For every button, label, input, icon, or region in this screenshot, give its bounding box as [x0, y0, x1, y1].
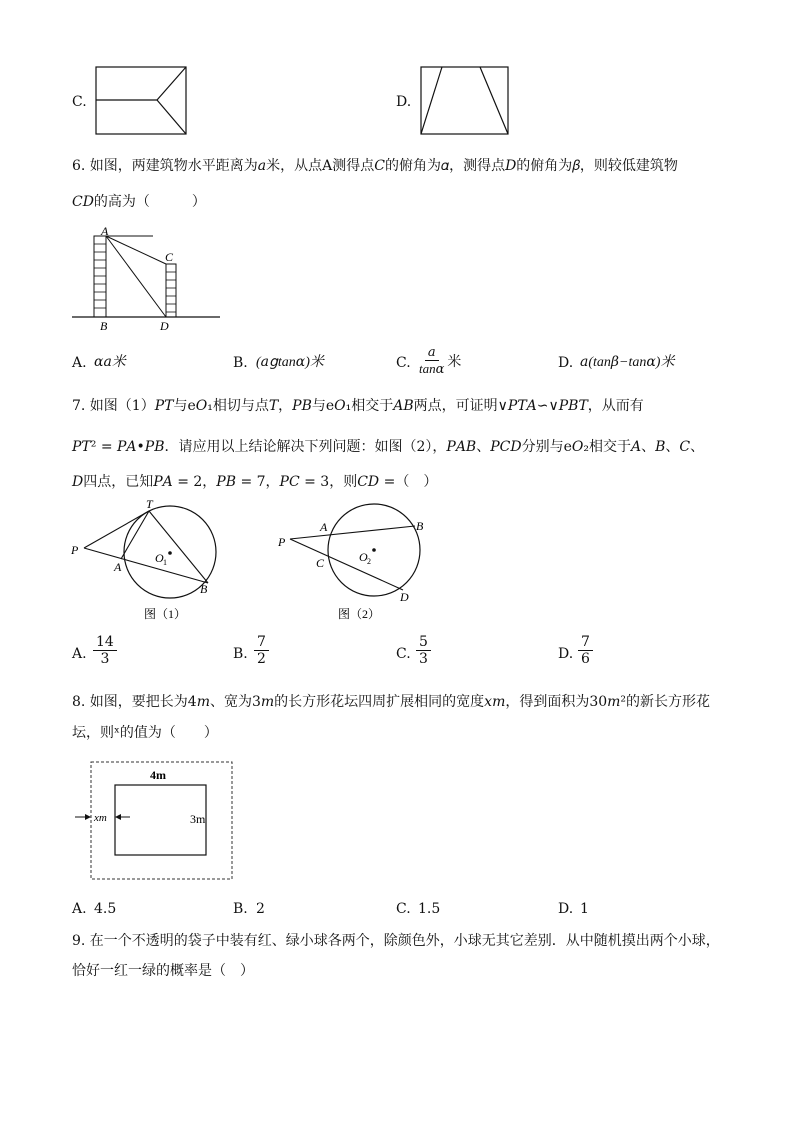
- q9-stem-line2: 恰好一红一绿的概率是（ ）: [72, 963, 254, 979]
- q7-option-c-fraction: [416, 634, 431, 667]
- q8-option-b-label: B.: [233, 901, 248, 917]
- q6-stem-line2: 𝐶𝐷的高为（ ）: [72, 194, 206, 210]
- q7-option-b-numerator: 7: [254, 634, 269, 651]
- q7-fig1-label-t: T: [146, 497, 153, 511]
- q6-option-c-expr: [416, 344, 461, 377]
- q7-fig2-label-d: D: [400, 590, 409, 604]
- q7-option-a-numerator: 14: [93, 634, 117, 651]
- q7-fig2-label-c: C: [316, 556, 325, 570]
- q6-option-a-text: 𝛼𝑎米: [94, 355, 126, 370]
- q6-option-d-text: 𝑎(tan𝛽−tan𝛼)米: [580, 355, 675, 370]
- q7-option-d-label: D.: [558, 646, 574, 662]
- q6-option-a-label: A.: [72, 355, 87, 371]
- q7-option-b-fraction: [254, 634, 269, 667]
- q8-stem-line2: 坛，则ˣ的值为（ ）: [72, 725, 218, 741]
- q6-option-c-denominator: tan𝛼: [419, 361, 445, 376]
- q7-fig2-label-a: A: [320, 520, 328, 534]
- q6-option-c-unit: 米: [447, 353, 462, 370]
- q6-option-b-label: B.: [233, 355, 248, 371]
- q7-stem-line2: 𝑃𝑇² = 𝑃𝐴•𝑃𝐵．请应用以上结论解决下列问题：如图（2），𝑃𝐴𝐵、𝑃𝐶𝐷分别与e𝑂₂相交于𝐴、𝐵、𝐶、: [72, 439, 705, 455]
- q8-option-b-text: 2: [256, 901, 265, 917]
- q7-stem-line1: 7. 如图（1）𝑃𝑇与e𝑂₁相切与点𝑇，𝑃𝐵与e𝑂₁相交于𝐴𝐵两点，可证明∨𝑃𝑇𝐴∽∨𝑃𝐵𝑇，从而有: [72, 398, 644, 414]
- q7-option-a-fraction: [93, 634, 117, 667]
- q7-option-a-denominator: 3: [100, 651, 110, 667]
- q6-option-b-text: (𝑎𝗀tan𝛼)米: [256, 355, 324, 370]
- q8-stem-line1: 8. 如图，要把长为4𝑚、宽为3𝑚的长方形花坛四周扩展相同的宽度𝑥𝑚，得到面积为30𝑚²的新长方形花: [72, 694, 711, 710]
- q6-label-a: A: [101, 224, 109, 238]
- q7-option-d-fraction: [578, 634, 593, 667]
- q7-option-c-numerator: 5: [416, 634, 431, 651]
- q8-label-3m: 3m: [190, 812, 206, 826]
- q7-option-a-label: A.: [72, 646, 87, 662]
- q8-figure: [70, 758, 240, 884]
- q7-option-c-denominator: 3: [419, 651, 428, 667]
- q7-figure-2: [270, 494, 430, 628]
- q6-label-c: C: [165, 250, 174, 264]
- q9-stem-line1: 9. 在一个不透明的袋子中装有红、绿小球各两个，除颜色外，小球无其它差别．从中随机摸出两个小球，: [72, 933, 720, 949]
- q7-fig1-label-o-sub: 1: [163, 558, 167, 567]
- q7-fig2-caption: 图（2）: [338, 607, 381, 621]
- q7-fig1-label-a: A: [114, 560, 122, 574]
- q7-fig1-caption: 图（1）: [144, 607, 187, 621]
- q7-fig1-label-o: O: [155, 551, 164, 565]
- q7-option-b-denominator: 2: [257, 651, 266, 667]
- q8-label-xm: xm: [94, 812, 107, 824]
- q5-option-d-figure: [420, 66, 510, 136]
- q6-stem-line1: 6. 如图，两建筑物水平距离为𝑎米，从点A测得点𝐶的俯角为𝛼，测得点𝐷的俯角为𝛽，则较低建筑物: [72, 158, 678, 174]
- q7-stem-line3: 𝐷四点，已知𝑃𝐴 = 2，𝑃𝐵 = 7，𝑃𝐶 = 3，则𝐶𝐷 =（ ）: [72, 474, 438, 490]
- q7-fig2-label-b: B: [416, 519, 424, 533]
- q8-option-c-label: C.: [396, 901, 411, 917]
- q5-option-c-label: C.: [72, 94, 87, 110]
- q6-option-c-label: C.: [396, 355, 411, 371]
- q8-option-a-text: 4.5: [94, 901, 117, 917]
- q8-option-c-text: 1.5: [418, 901, 441, 917]
- q6-label-d: D: [160, 319, 169, 333]
- q6-figure: [70, 222, 225, 334]
- q7-option-d-numerator: 7: [578, 634, 593, 651]
- q7-fig2-label-o: O: [359, 550, 368, 564]
- q5-option-c-figure: [95, 66, 187, 136]
- q6-option-c-numerator: 𝑎: [425, 344, 439, 361]
- q7-figure-1: [66, 494, 226, 628]
- q7-fig2-label-o-sub: 2: [367, 557, 371, 566]
- q8-label-4m: 4m: [150, 768, 166, 782]
- q8-option-d-label: D.: [558, 901, 574, 917]
- q7-option-c-label: C.: [396, 646, 411, 662]
- q6-option-d-label: D.: [558, 355, 574, 371]
- q8-option-a-label: A.: [72, 901, 87, 917]
- q5-option-d-label: D.: [396, 94, 412, 110]
- q7-fig1-label-b: B: [200, 582, 208, 596]
- q7-option-d-denominator: 6: [581, 651, 590, 667]
- q8-option-d-text: 1: [580, 901, 589, 917]
- q7-fig1-label-p: P: [71, 543, 79, 557]
- q6-label-b: B: [100, 319, 108, 333]
- q7-option-b-label: B.: [233, 646, 248, 662]
- q7-fig2-label-p: P: [278, 535, 286, 549]
